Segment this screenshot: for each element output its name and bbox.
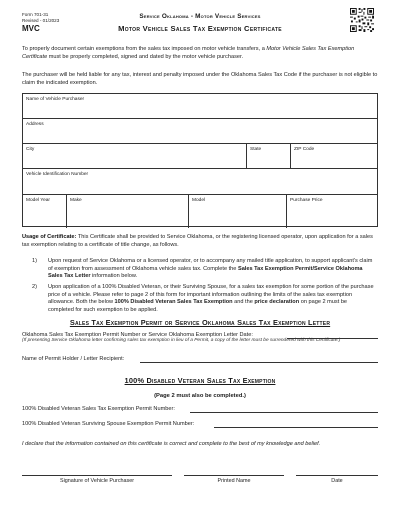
list-text: Upon request of Service Oklahoma or a licensed operator, or to accompany any mailed title application, to support applicant's claim of exemption from assessment of Oklahoma vehicle sales tax. Complete the Sales Tax Exemption Permit/Service Oklahoma Sales Tax Letter information below. [48,258,373,280]
table-row [23,144,377,169]
usage-paragraph: Usage of Certificate: This Certificate shall be provided to Service Oklahoma, or the registering licensed operator, upon application for a sales tax exemption relating to a certificate of title change, as follows. [22,234,373,248]
field-label: ZIP Code [294,147,315,152]
model-year-field[interactable] [23,195,67,228]
purchaser-info-table [22,93,378,227]
field-label: Name of Vehicle Purchaser [26,97,85,102]
document-title: Motor Vehicle Sales Tax Exemption Certificate [118,24,282,33]
agency-name: Service Oklahoma - Motor Vehicle Services [139,13,261,20]
usage-label: Usage of Certificate: [22,234,77,240]
field-label: Make [70,198,82,203]
field-label: Vehicle Identification Number [26,172,89,177]
model-field[interactable] [189,195,287,228]
veteran-section-subtitle: (Page 2 must also be completed.) [154,393,246,399]
veteran-section-title: 100% Disabled Veteran Sales Tax Exemption [124,376,276,385]
field-label: City [26,147,35,152]
permit-note: (If presenting Service Oklahoma letter confirming sales tax exemption in lieu of a Permit, a copy of the letter must be surrendered with this Certificate.) [22,338,341,343]
permit-holder-label: Name of Permit Holder / Letter Recipient: [22,356,125,362]
field-label: State [250,147,262,152]
table-row [23,169,377,195]
field-label: Purchase Price [290,198,323,203]
spouse-permit-label: 100% Disabled Veteran Surviving Spouse Exemption Permit Number: [22,421,195,427]
veteran-permit-input[interactable] [190,406,378,413]
list-text: Upon application of a 100% Disabled Veteran, or their Surviving Spouse, for a sales tax exemption for some portion of the purchase price of a vehicle. Please refer to page 2 of this form for important information outlining the limits of the sales tax exemption allowance. Both the below 100% Disabled Veteran Sales Tax Exemption and the price declaration on page 2 must be completed for such exemption to be applied. [48,284,374,313]
table-row [23,195,377,228]
state-field[interactable] [247,144,291,168]
printed-name-input[interactable] [184,475,284,476]
zip-field[interactable] [291,144,379,168]
make-field[interactable] [67,195,189,228]
permit-number-label: Oklahoma Sales Tax Exemption Permit Number or Service Oklahoma Exemption Letter Date: [22,332,253,338]
vin-field[interactable] [23,169,379,194]
signature-label: Signature of Vehicle Purchaser [59,478,134,484]
table-row [23,119,377,144]
purchaser-name-field[interactable] [23,94,379,118]
permit-holder-input[interactable] [140,356,378,363]
purchase-price-field[interactable] [287,195,379,228]
declaration-text: I declare that the information contained on this certificate is correct and complete to the best of my knowledge and belief. [22,441,321,447]
revised-date: Revised - 01/2023 [22,18,60,23]
field-label: Address [26,122,44,127]
printed-name-label: Printed Name [217,478,251,484]
table-row [23,94,377,119]
date-label: Date [331,478,343,484]
intro-paragraph-1: To properly document certain exemptions from the sales tax imposed on motor vehicle transfers, a Motor Vehicle Sales Tax Exemption Certificate must be properly completed, signed and dated by the motor vehicle purchaser. [22,46,355,60]
city-field[interactable] [23,144,247,168]
field-label: Model [192,198,206,203]
form-code: MVC [22,24,40,33]
signature-input[interactable] [22,475,172,476]
qr-code-icon [350,8,374,32]
form-number: Form 701-31 [22,12,49,17]
list-number: 2) [32,284,37,290]
list-number: 1) [32,258,37,264]
date-input[interactable] [296,475,378,476]
intro-paragraph-2: The purchaser will be held liable for any tax, interest and penalty imposed under the Oklahoma Sales Tax Code if the purchaser is not eligible to claim the indicated exemption. [22,72,378,86]
spouse-permit-input[interactable] [214,421,378,428]
veteran-permit-label: 100% Disabled Veteran Sales Tax Exemption Permit Number: [22,406,175,412]
field-label: Model Year [26,198,51,203]
address-field[interactable] [23,119,379,143]
permit-section-title: Sales Tax Exemption Permit or Service Oklahoma Sales Tax Exemption Letter [69,318,331,327]
